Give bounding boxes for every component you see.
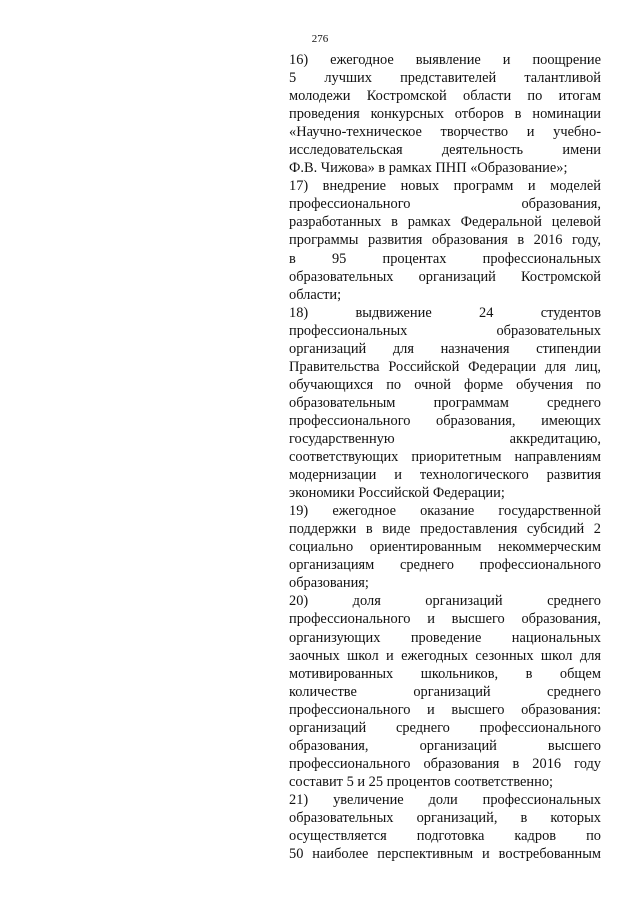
text-line: 20) доля организаций среднего — [289, 593, 601, 610]
text-line: образовательным программам среднего — [289, 394, 601, 411]
text-line: исследовательская деятельность имени — [289, 142, 601, 159]
text-line: государственную аккредитацию, — [289, 430, 601, 447]
text-line: поддержки в виде предоставления субсидий 2 — [289, 521, 601, 538]
text-line: профессионального образования в 2016 году — [289, 755, 601, 772]
text-line: заочных школ и ежегодных сезонных школ для — [289, 647, 601, 664]
text-line: организаций для назначения стипендии — [289, 340, 601, 357]
text-line: мотивированных школьников, в общем — [289, 665, 601, 682]
text-line: соответствующих приоритетным направлениям — [289, 449, 601, 466]
text-line: экономики Российской Федерации; — [289, 485, 505, 502]
text-line: модернизации и технологического развития — [289, 467, 601, 484]
document-text-column — [289, 51, 601, 863]
text-line: профессиональных образовательных — [289, 322, 601, 339]
text-line: молодежи Костромской области по итогам — [289, 88, 601, 105]
text-line: 17) внедрение новых программ и моделей — [289, 178, 601, 195]
text-line: организаций среднего профессионального — [289, 719, 601, 736]
text-line: 21) увеличение доли профессиональных — [289, 791, 601, 808]
text-line: в 95 процентах профессиональных — [289, 250, 601, 267]
text-line: образовательных организаций, в которых — [289, 809, 601, 826]
text-line: образования, организаций высшего — [289, 737, 601, 754]
text-line: Ф.В. Чижова» в рамках ПНП «Образование»; — [289, 160, 568, 177]
text-line: профессионального и высшего образования, — [289, 611, 601, 628]
text-line: профессионального и высшего образования: — [289, 701, 601, 718]
text-line: «Научно-техническое творчество и учебно- — [289, 124, 601, 141]
text-line: социально ориентированным некоммерческим — [289, 539, 601, 556]
text-line: 5 лучших представителей талантливой — [289, 70, 601, 87]
text-line: образования; — [289, 575, 369, 592]
page-number: 276 — [311, 33, 329, 45]
text-line: программы развития образования в 2016 году, — [289, 232, 601, 249]
text-line: области; — [289, 286, 342, 303]
text-line: проведения конкурсных отборов в номинации — [289, 106, 601, 123]
text-line: осуществляется подготовка кадров по — [289, 828, 601, 845]
text-line: профессионального образования, имеющих — [289, 412, 601, 429]
text-line: 16) ежегодное выявление и поощрение — [289, 52, 601, 68]
text-line: профессионального образования, — [289, 196, 601, 213]
text-line: 19) ежегодное оказание государственной — [289, 503, 601, 520]
text-line: образовательных организаций Костромской — [289, 268, 601, 285]
text-line: разработанных в рамках Федеральной целевой — [289, 214, 601, 231]
text-line: обучающихся по очной форме обучения по — [289, 376, 601, 393]
text-line: Правительства Российской Федерации для лиц, — [289, 358, 601, 375]
text-line: количестве организаций среднего — [289, 683, 601, 700]
text-line: организациям среднего профессионального — [289, 557, 601, 574]
text-line: 18) выдвижение 24 студентов — [289, 304, 601, 321]
text-line: составит 5 и 25 процентов соответственно; — [289, 773, 554, 790]
text-line: 50 наиболее перспективным и востребованным — [289, 846, 601, 863]
text-line: организующих проведение национальных — [289, 629, 601, 646]
